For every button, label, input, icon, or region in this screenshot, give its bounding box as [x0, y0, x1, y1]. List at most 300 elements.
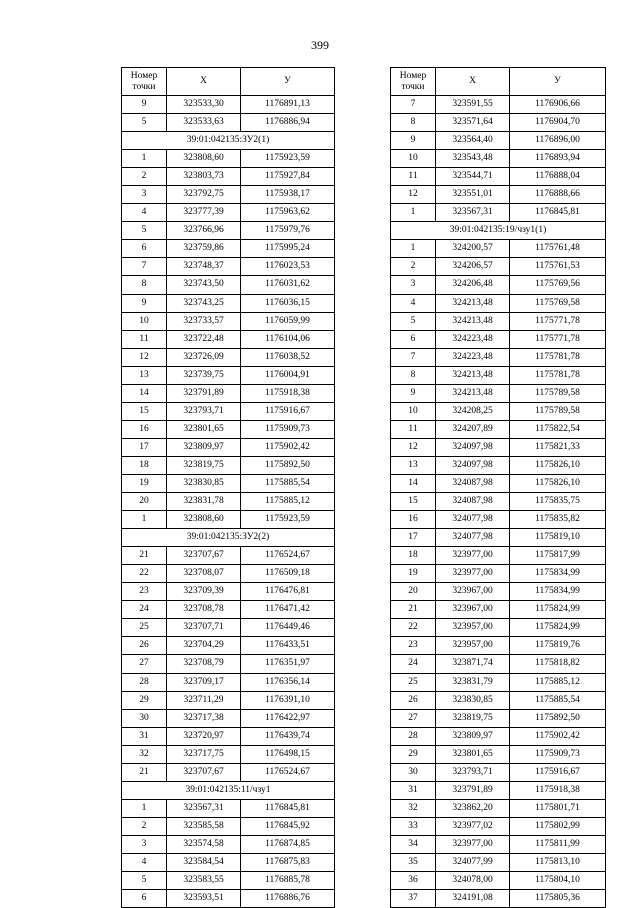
point-number-cell: 13 [391, 456, 436, 474]
x-coordinate-cell: 324206,48 [436, 276, 510, 294]
table-row [391, 276, 606, 294]
table-row [122, 114, 335, 132]
x-coordinate-cell: 323709,17 [167, 673, 241, 691]
y-coordinate-cell: 1176023,53 [241, 258, 335, 276]
y-coordinate-cell: 1175789,58 [510, 384, 606, 402]
y-coordinate-cell: 1175824,99 [510, 619, 606, 637]
point-number-cell: 19 [122, 474, 167, 492]
point-number-cell: 22 [391, 619, 436, 637]
y-coordinate-cell: 1175892,50 [510, 709, 606, 727]
x-coordinate-cell: 323831,79 [436, 673, 510, 691]
point-number-cell: 11 [391, 420, 436, 438]
y-coordinate-cell: 1176104,06 [241, 330, 335, 348]
point-number-cell: 28 [391, 727, 436, 745]
table-row [122, 312, 335, 330]
table-row [391, 456, 606, 474]
x-coordinate-cell: 323791,89 [167, 384, 241, 402]
table-row [122, 853, 335, 871]
table-row [122, 655, 335, 673]
point-number-cell: 5 [391, 312, 436, 330]
section-row [122, 132, 335, 150]
section-label: 39:01:042135:ЗУ2(2) [122, 529, 335, 547]
table-row [122, 348, 335, 366]
x-coordinate-cell: 323871,74 [436, 655, 510, 673]
table-row [122, 709, 335, 727]
y-coordinate-cell: 1175771,78 [510, 330, 606, 348]
y-coordinate-cell: 1176891,13 [241, 96, 335, 114]
table-row [391, 637, 606, 655]
point-number-cell: 10 [391, 402, 436, 420]
x-coordinate-cell: 324207,89 [436, 420, 510, 438]
y-coordinate-cell: 1175918,38 [510, 781, 606, 799]
x-coordinate-cell: 323591,55 [436, 96, 510, 114]
y-coordinate-cell: 1176524,67 [241, 547, 335, 565]
table-row [391, 114, 606, 132]
point-number-cell: 18 [122, 456, 167, 474]
x-coordinate-cell: 323793,71 [167, 402, 241, 420]
table-row [122, 493, 335, 511]
table-row [122, 96, 335, 114]
y-coordinate-cell: 1175885,12 [510, 673, 606, 691]
y-coordinate-cell: 1176351,97 [241, 655, 335, 673]
x-coordinate-cell: 324223,48 [436, 348, 510, 366]
table-row [122, 565, 335, 583]
point-number-cell: 21 [122, 547, 167, 565]
point-number-cell: 2 [122, 817, 167, 835]
y-coordinate-cell: 1175885,54 [241, 474, 335, 492]
y-coordinate-cell: 1176893,94 [510, 150, 606, 168]
x-coordinate-cell: 323809,97 [436, 727, 510, 745]
table-row [391, 619, 606, 637]
y-coordinate-cell: 1175892,50 [241, 456, 335, 474]
x-coordinate-cell: 323803,73 [167, 168, 241, 186]
point-number-cell: 15 [122, 402, 167, 420]
point-number-cell: 5 [122, 114, 167, 132]
y-coordinate-cell: 1175821,33 [510, 438, 606, 456]
y-coordinate-cell: 1175813,10 [510, 853, 606, 871]
x-coordinate-cell: 323819,75 [436, 709, 510, 727]
table-row [391, 565, 606, 583]
point-number-cell: 9 [122, 96, 167, 114]
point-number-cell: 27 [391, 709, 436, 727]
y-coordinate-cell: 1175826,10 [510, 474, 606, 492]
point-number-cell: 29 [391, 745, 436, 763]
point-number-cell: 6 [391, 330, 436, 348]
table-row [122, 619, 335, 637]
table-row [391, 294, 606, 312]
table-row [391, 817, 606, 835]
table-row [122, 727, 335, 745]
y-coordinate-cell: 1176904,70 [510, 114, 606, 132]
table-row [391, 547, 606, 565]
y-coordinate-cell: 1175801,71 [510, 799, 606, 817]
y-coordinate-cell: 1176886,94 [241, 114, 335, 132]
table-row [122, 330, 335, 348]
x-coordinate-cell: 323551,01 [436, 186, 510, 204]
y-coordinate-cell: 1176031,62 [241, 276, 335, 294]
y-coordinate-cell: 1175995,24 [241, 240, 335, 258]
point-number-cell: 7 [391, 348, 436, 366]
x-coordinate-cell: 324078,00 [436, 872, 510, 890]
table-row [122, 547, 335, 565]
table-row [391, 96, 606, 114]
x-coordinate-cell: 323967,00 [436, 583, 510, 601]
header-point-number: Номер точки [391, 68, 436, 96]
point-number-cell: 36 [391, 872, 436, 890]
y-coordinate-cell: 1176886,76 [241, 890, 335, 908]
y-coordinate-cell: 1176059,99 [241, 312, 335, 330]
y-coordinate-cell: 1175835,82 [510, 511, 606, 529]
point-number-cell: 37 [391, 890, 436, 908]
x-coordinate-cell: 323720,97 [167, 727, 241, 745]
table-row [122, 817, 335, 835]
point-number-cell: 9 [391, 132, 436, 150]
x-coordinate-cell: 323708,07 [167, 565, 241, 583]
y-coordinate-cell: 1175769,56 [510, 276, 606, 294]
header-x: X [167, 68, 241, 96]
x-coordinate-cell: 323717,75 [167, 745, 241, 763]
x-coordinate-cell: 323957,00 [436, 637, 510, 655]
point-number-cell: 11 [122, 330, 167, 348]
y-coordinate-cell: 1176439,74 [241, 727, 335, 745]
table-row [391, 258, 606, 276]
x-coordinate-cell: 323977,00 [436, 547, 510, 565]
section-label: 39:01:042135:19/чзу1(1) [391, 222, 606, 240]
y-coordinate-cell: 1176476,81 [241, 583, 335, 601]
y-coordinate-cell: 1176356,14 [241, 673, 335, 691]
y-coordinate-cell: 1175822,54 [510, 420, 606, 438]
y-coordinate-cell: 1176036,15 [241, 294, 335, 312]
table-row [122, 240, 335, 258]
point-number-cell: 8 [391, 366, 436, 384]
x-coordinate-cell: 323808,60 [167, 150, 241, 168]
x-coordinate-cell: 323567,31 [436, 204, 510, 222]
point-number-cell: 4 [391, 294, 436, 312]
header-point-number: Номер точки [122, 68, 167, 96]
x-coordinate-cell: 323708,78 [167, 601, 241, 619]
table-body-right [391, 96, 606, 908]
x-coordinate-cell: 323830,85 [436, 691, 510, 709]
y-coordinate-cell: 1175885,54 [510, 691, 606, 709]
x-coordinate-cell: 323722,48 [167, 330, 241, 348]
y-coordinate-cell: 1175923,59 [241, 150, 335, 168]
x-coordinate-cell: 323792,75 [167, 186, 241, 204]
y-coordinate-cell: 1175835,75 [510, 493, 606, 511]
point-number-cell: 9 [391, 384, 436, 402]
point-number-cell: 18 [391, 547, 436, 565]
point-number-cell: 29 [122, 691, 167, 709]
table-row [122, 168, 335, 186]
x-coordinate-cell: 323543,48 [436, 150, 510, 168]
table-row [122, 150, 335, 168]
point-number-cell: 3 [122, 186, 167, 204]
y-coordinate-cell: 1175909,73 [510, 745, 606, 763]
x-coordinate-cell: 324087,98 [436, 493, 510, 511]
table-row [391, 150, 606, 168]
header-y: У [241, 68, 335, 96]
y-coordinate-cell: 1175902,42 [510, 727, 606, 745]
y-coordinate-cell: 1176471,42 [241, 601, 335, 619]
table-row [391, 511, 606, 529]
x-coordinate-cell: 324223,48 [436, 330, 510, 348]
y-coordinate-cell: 1176433,51 [241, 637, 335, 655]
x-coordinate-cell: 324087,98 [436, 474, 510, 492]
table-row [391, 168, 606, 186]
y-coordinate-cell: 1176038,52 [241, 348, 335, 366]
x-coordinate-cell: 323726,09 [167, 348, 241, 366]
point-number-cell: 27 [122, 655, 167, 673]
table-row [391, 438, 606, 456]
table-row [391, 240, 606, 258]
y-coordinate-cell: 1176449,46 [241, 619, 335, 637]
point-number-cell: 13 [122, 366, 167, 384]
section-row [391, 222, 606, 240]
x-coordinate-cell: 323809,97 [167, 438, 241, 456]
point-number-cell: 6 [122, 240, 167, 258]
x-coordinate-cell: 323967,00 [436, 601, 510, 619]
x-coordinate-cell: 323791,89 [436, 781, 510, 799]
point-number-cell: 12 [122, 348, 167, 366]
point-number-cell: 2 [391, 258, 436, 276]
header-x: X [436, 68, 510, 96]
y-coordinate-cell: 1176874,85 [241, 835, 335, 853]
y-coordinate-cell: 1176391,10 [241, 691, 335, 709]
x-coordinate-cell: 323808,60 [167, 511, 241, 529]
table-row [391, 655, 606, 673]
table-row [122, 511, 335, 529]
y-coordinate-cell: 1175769,58 [510, 294, 606, 312]
x-coordinate-cell: 323533,30 [167, 96, 241, 114]
x-coordinate-cell: 323830,85 [167, 474, 241, 492]
x-coordinate-cell: 323801,65 [167, 420, 241, 438]
x-coordinate-cell: 323862,20 [436, 799, 510, 817]
section-label: 39:01:042135:11/чзу1 [122, 781, 335, 799]
table-row [391, 529, 606, 547]
x-coordinate-cell: 323564,40 [436, 132, 510, 150]
table-row [122, 583, 335, 601]
point-number-cell: 10 [122, 312, 167, 330]
table-row [122, 799, 335, 817]
table-row [391, 745, 606, 763]
table-row [391, 835, 606, 853]
y-coordinate-cell: 1175927,84 [241, 168, 335, 186]
point-number-cell: 24 [391, 655, 436, 673]
x-coordinate-cell: 323819,75 [167, 456, 241, 474]
y-coordinate-cell: 1176888,66 [510, 186, 606, 204]
point-number-cell: 14 [122, 384, 167, 402]
table-row [122, 294, 335, 312]
x-coordinate-cell: 323708,79 [167, 655, 241, 673]
table-row [391, 601, 606, 619]
y-coordinate-cell: 1176885,78 [241, 872, 335, 890]
point-number-cell: 30 [122, 709, 167, 727]
point-number-cell: 5 [122, 222, 167, 240]
point-number-cell: 16 [122, 420, 167, 438]
x-coordinate-cell: 323707,67 [167, 547, 241, 565]
point-number-cell: 34 [391, 835, 436, 853]
y-coordinate-cell: 1175826,10 [510, 456, 606, 474]
y-coordinate-cell: 1175918,38 [241, 384, 335, 402]
table-row [391, 691, 606, 709]
x-coordinate-cell: 323743,25 [167, 294, 241, 312]
point-number-cell: 9 [122, 294, 167, 312]
point-number-cell: 26 [391, 691, 436, 709]
y-coordinate-cell: 1175819,76 [510, 637, 606, 655]
point-number-cell: 3 [391, 276, 436, 294]
point-number-cell: 15 [391, 493, 436, 511]
point-number-cell: 24 [122, 601, 167, 619]
point-number-cell: 8 [122, 276, 167, 294]
table-row [122, 673, 335, 691]
y-coordinate-cell: 1176004,91 [241, 366, 335, 384]
y-coordinate-cell: 1176498,15 [241, 745, 335, 763]
header-y: У [510, 68, 606, 96]
point-number-cell: 1 [122, 511, 167, 529]
y-coordinate-cell: 1176875,83 [241, 853, 335, 871]
point-number-cell: 23 [122, 583, 167, 601]
y-coordinate-cell: 1175885,12 [241, 493, 335, 511]
table-row [122, 601, 335, 619]
x-coordinate-cell: 323733,57 [167, 312, 241, 330]
table-header-row [122, 68, 335, 96]
y-coordinate-cell: 1175817,99 [510, 547, 606, 565]
table-row [122, 637, 335, 655]
y-coordinate-cell: 1175771,78 [510, 312, 606, 330]
x-coordinate-cell: 324097,98 [436, 456, 510, 474]
point-number-cell: 32 [122, 745, 167, 763]
point-number-cell: 4 [122, 853, 167, 871]
y-coordinate-cell: 1175802,99 [510, 817, 606, 835]
y-coordinate-cell: 1175781,78 [510, 366, 606, 384]
y-coordinate-cell: 1175902,42 [241, 438, 335, 456]
y-coordinate-cell: 1175805,36 [510, 890, 606, 908]
point-number-cell: 10 [391, 150, 436, 168]
y-coordinate-cell: 1175818,82 [510, 655, 606, 673]
table-row [391, 402, 606, 420]
y-coordinate-cell: 1176845,81 [241, 799, 335, 817]
table-row [391, 583, 606, 601]
table-row [122, 258, 335, 276]
table-row [122, 438, 335, 456]
point-number-cell: 5 [122, 872, 167, 890]
x-coordinate-cell: 324213,48 [436, 384, 510, 402]
point-number-cell: 32 [391, 799, 436, 817]
x-coordinate-cell: 324213,48 [436, 294, 510, 312]
table-row [391, 474, 606, 492]
table-row [391, 366, 606, 384]
point-number-cell: 4 [122, 204, 167, 222]
point-number-cell: 1 [391, 240, 436, 258]
table-row [391, 204, 606, 222]
table-row [391, 799, 606, 817]
section-row [122, 529, 335, 547]
x-coordinate-cell: 323831,78 [167, 493, 241, 511]
x-coordinate-cell: 323544,71 [436, 168, 510, 186]
point-number-cell: 1 [122, 150, 167, 168]
table-row [122, 366, 335, 384]
table-row [391, 330, 606, 348]
point-number-cell: 12 [391, 438, 436, 456]
table-row [122, 402, 335, 420]
table-row [391, 763, 606, 781]
y-coordinate-cell: 1175916,67 [241, 402, 335, 420]
point-number-cell: 17 [122, 438, 167, 456]
coordinates-table-right [390, 67, 606, 908]
y-coordinate-cell: 1176524,67 [241, 763, 335, 781]
x-coordinate-cell: 323571,64 [436, 114, 510, 132]
x-coordinate-cell: 323584,54 [167, 853, 241, 871]
table-row [391, 727, 606, 745]
table-row [391, 420, 606, 438]
x-coordinate-cell: 323759,86 [167, 240, 241, 258]
x-coordinate-cell: 323707,67 [167, 763, 241, 781]
table-row [122, 276, 335, 294]
x-coordinate-cell: 323977,02 [436, 817, 510, 835]
y-coordinate-cell: 1175804,10 [510, 872, 606, 890]
point-number-cell: 21 [391, 601, 436, 619]
point-number-cell: 11 [391, 168, 436, 186]
table-row [391, 781, 606, 799]
table-row [391, 872, 606, 890]
point-number-cell: 21 [122, 763, 167, 781]
x-coordinate-cell: 324097,98 [436, 438, 510, 456]
point-number-cell: 14 [391, 474, 436, 492]
x-coordinate-cell: 323711,29 [167, 691, 241, 709]
table-row [122, 222, 335, 240]
point-number-cell: 1 [391, 204, 436, 222]
y-coordinate-cell: 1175963,62 [241, 204, 335, 222]
y-coordinate-cell: 1176888,04 [510, 168, 606, 186]
point-number-cell: 25 [122, 619, 167, 637]
y-coordinate-cell: 1175824,99 [510, 601, 606, 619]
table-header-row [391, 68, 606, 96]
y-coordinate-cell: 1175761,48 [510, 240, 606, 258]
y-coordinate-cell: 1175834,99 [510, 565, 606, 583]
table-row [391, 312, 606, 330]
x-coordinate-cell: 323977,00 [436, 565, 510, 583]
y-coordinate-cell: 1176845,92 [241, 817, 335, 835]
x-coordinate-cell: 323707,71 [167, 619, 241, 637]
table-row [391, 132, 606, 150]
y-coordinate-cell: 1176845,81 [510, 204, 606, 222]
x-coordinate-cell: 323567,31 [167, 799, 241, 817]
x-coordinate-cell: 324213,48 [436, 366, 510, 384]
y-coordinate-cell: 1175811,99 [510, 835, 606, 853]
table-row [391, 853, 606, 871]
x-coordinate-cell: 323748,37 [167, 258, 241, 276]
x-coordinate-cell: 323743,50 [167, 276, 241, 294]
table-row [391, 348, 606, 366]
table-row [122, 763, 335, 781]
section-label: 39:01:042135:ЗУ2(1) [122, 132, 335, 150]
point-number-cell: 28 [122, 673, 167, 691]
point-number-cell: 33 [391, 817, 436, 835]
x-coordinate-cell: 324213,48 [436, 312, 510, 330]
x-coordinate-cell: 324077,98 [436, 529, 510, 547]
point-number-cell: 3 [122, 835, 167, 853]
x-coordinate-cell: 323766,96 [167, 222, 241, 240]
table-row [122, 745, 335, 763]
y-coordinate-cell: 1175909,73 [241, 420, 335, 438]
y-coordinate-cell: 1175761,53 [510, 258, 606, 276]
table-row [122, 835, 335, 853]
table-row [122, 384, 335, 402]
point-number-cell: 20 [391, 583, 436, 601]
y-coordinate-cell: 1175789,58 [510, 402, 606, 420]
y-coordinate-cell: 1175979,76 [241, 222, 335, 240]
x-coordinate-cell: 324077,99 [436, 853, 510, 871]
y-coordinate-cell: 1175834,99 [510, 583, 606, 601]
